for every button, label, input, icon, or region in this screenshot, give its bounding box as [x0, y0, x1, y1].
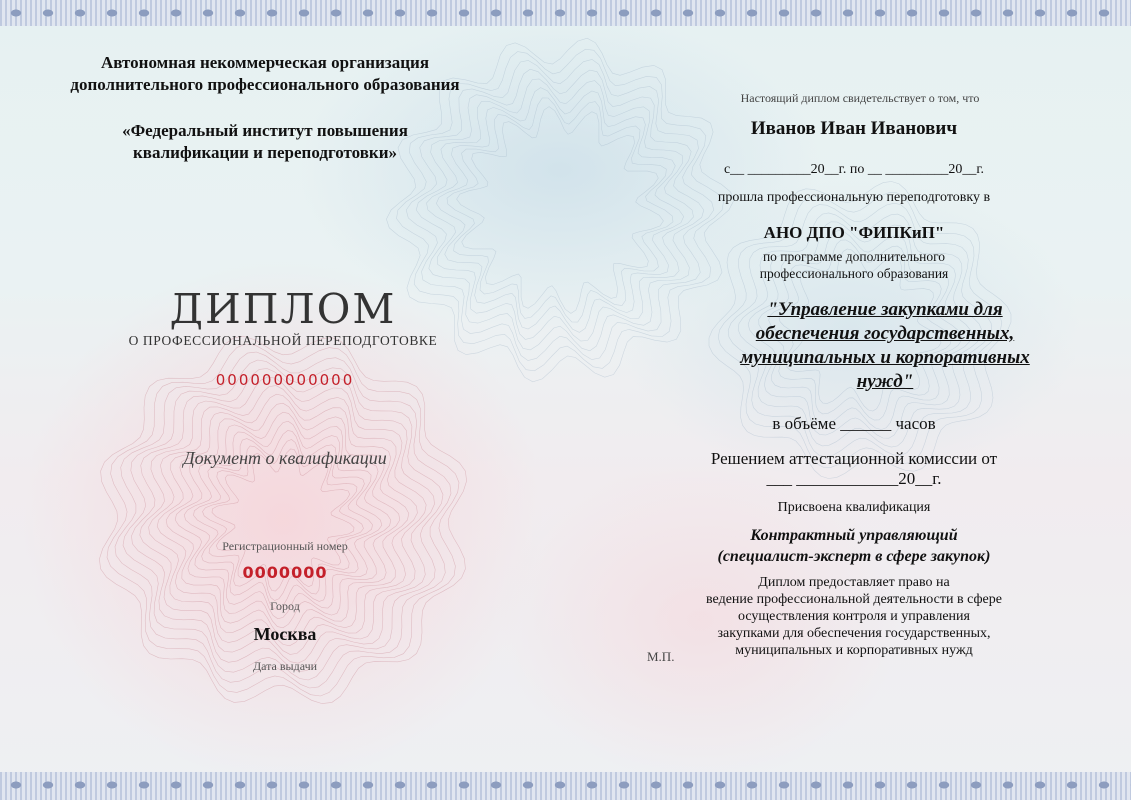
- rights-text: Диплом предоставляет право на ведение профессиональной деятельности в сфере осуществления контроля и управления закупками для обеспечения государственных, муниципальных и корпоративных нужд: [706, 575, 1002, 658]
- hours-volume: в объёме ______ часов: [772, 414, 936, 433]
- serial-number: 000000000000: [215, 371, 355, 389]
- diploma-subtitle: О ПРОФЕССИОНАЛЬНОЙ ПЕРЕПОДГОТОВКЕ: [128, 333, 438, 348]
- program-name: "Управление закупками для обеспечения государственных, муниципальных и корпоративных нужд": [740, 299, 1030, 392]
- city-value: Москва: [253, 624, 317, 644]
- issue-date-label: Дата выдачи: [252, 659, 318, 673]
- city-label: Город: [270, 599, 300, 613]
- institute-name: «Федеральный институт повышения квалификации и переподготовки»: [122, 121, 408, 162]
- recipient-name: Иванов Иван Иванович: [750, 118, 958, 139]
- registration-number-label: Регистрационный номер: [222, 539, 348, 553]
- passed-training-text: прошла профессиональную переподготовку в: [717, 190, 991, 205]
- qualification-title: Контрактный управляющий (специалист-эксперт в сфере закупок): [717, 527, 991, 565]
- organization-short-name: АНО ДПО "ФИПКиП": [763, 223, 945, 242]
- qualification-assigned-label: Присвоена квалификация: [777, 500, 931, 515]
- stamp-place-label: М.П.: [647, 649, 675, 664]
- commission-decision: Решением аттестационной комиссии от ___ ____________20__г.: [710, 449, 998, 488]
- organization-name: Автономная некоммерческая организация дополнительного профессионального образования: [70, 53, 460, 94]
- attests-text: Настоящий диплом свидетельствует о том, что: [740, 91, 980, 105]
- program-intro: по программе дополнительного профессионального образования: [759, 249, 949, 281]
- registration-number: 0000000: [242, 563, 328, 582]
- training-period: с__ _________20__г. по __ _________20__г.: [723, 162, 985, 177]
- diploma-title: ДИПЛОМ: [169, 285, 397, 333]
- qualification-document-label: Документ о квалификации: [183, 448, 387, 468]
